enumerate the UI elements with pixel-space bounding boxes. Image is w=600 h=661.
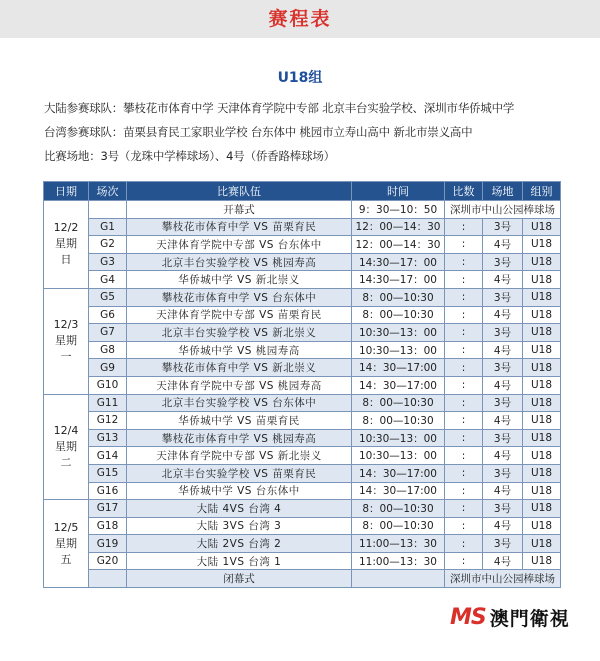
taiwan-teams-info: 台湾参赛球队：苗栗县育民工家职业学校 台东体中 桃园市立寿山高中 新北市崇义高中 — [44, 125, 473, 139]
header-teams: 比赛队伍 — [127, 182, 352, 201]
station-logo — [450, 602, 570, 632]
date-cell: 12/3 星期 一 — [44, 288, 89, 394]
group-cell: U18 — [523, 341, 561, 359]
time-cell: 14：30—17:00 — [352, 376, 445, 394]
group-cell: U18 — [523, 500, 561, 518]
match-cell: 攀枝花市体育中学 VS 桃园寿高 — [127, 429, 352, 447]
ceremony-label: 开幕式 — [127, 201, 352, 219]
game-cell: G4 — [89, 271, 127, 289]
group-cell: U18 — [523, 359, 561, 377]
time-cell: 10:30—13：00 — [352, 341, 445, 359]
date-cell: 12/2 星期 日 — [44, 201, 89, 289]
schedule-table — [43, 181, 561, 588]
field-cell: 3号 — [483, 429, 523, 447]
match-cell: 攀枝花市体育中学 VS 新北崇义 — [127, 359, 352, 377]
score-cell: : — [445, 394, 483, 412]
field-cell: 3号 — [483, 500, 523, 518]
game-cell: G20 — [89, 552, 127, 570]
group-cell: U18 — [523, 464, 561, 482]
date-cell: 12/4 星期 二 — [44, 394, 89, 500]
time-cell: 8：00—10:30 — [352, 412, 445, 430]
time-cell: 14：30—17:00 — [352, 482, 445, 500]
match-cell: 天津体育学院中专部 VS 苗栗育民 — [127, 306, 352, 324]
table-header-row — [44, 182, 561, 201]
score-cell: : — [445, 236, 483, 254]
score-cell: : — [445, 324, 483, 342]
table-row — [44, 341, 561, 359]
field-cell: 4号 — [483, 482, 523, 500]
score-cell: : — [445, 552, 483, 570]
table-row — [44, 271, 561, 289]
score-cell: : — [445, 218, 483, 236]
match-cell: 天津体育学院中专部 VS 桃园寿高 — [127, 376, 352, 394]
time-cell: 11:00—13：30 — [352, 535, 445, 553]
time-cell: 8：00—10:30 — [352, 500, 445, 518]
table-row — [44, 535, 561, 553]
score-cell: : — [445, 288, 483, 306]
game-cell: G3 — [89, 253, 127, 271]
group-cell: U18 — [523, 271, 561, 289]
ceremony-venue: 深圳市中山公园棒球场 — [445, 570, 561, 588]
game-cell: G10 — [89, 376, 127, 394]
group-cell: U18 — [523, 552, 561, 570]
page-title: 赛程表 — [268, 8, 332, 30]
field-cell: 4号 — [483, 447, 523, 465]
time-cell: 10:30—13：00 — [352, 324, 445, 342]
time-cell: 12：00—14：30 — [352, 236, 445, 254]
score-cell: : — [445, 482, 483, 500]
game-cell: G13 — [89, 429, 127, 447]
game-cell: G6 — [89, 306, 127, 324]
table-row — [44, 517, 561, 535]
table-row — [44, 288, 561, 306]
logo-text: 澳門衛視 — [489, 607, 570, 630]
game-cell: G16 — [89, 482, 127, 500]
table-row — [44, 429, 561, 447]
field-cell: 3号 — [483, 324, 523, 342]
score-cell: : — [445, 464, 483, 482]
group-cell: U18 — [523, 288, 561, 306]
field-cell: 3号 — [483, 394, 523, 412]
time-cell: 14:30—17：00 — [352, 271, 445, 289]
group-cell: U18 — [523, 447, 561, 465]
table-row — [44, 324, 561, 342]
mainland-teams-info: 大陆参赛球队：攀枝花市体育中学 天津体育学院中专部 北京丰台实验学校、深圳市华侨城中学 — [44, 101, 515, 115]
score-cell: : — [445, 429, 483, 447]
table-row — [44, 376, 561, 394]
date-cell: 12/5 星期 五 — [44, 500, 89, 588]
match-cell: 华侨城中学 VS 苗栗育民 — [127, 412, 352, 430]
field-cell: 3号 — [483, 359, 523, 377]
score-cell: : — [445, 306, 483, 324]
group-cell: U18 — [523, 535, 561, 553]
group-cell: U18 — [523, 412, 561, 430]
match-cell: 北京丰台实验学校 VS 苗栗育民 — [127, 464, 352, 482]
time-cell: 8：00—10:30 — [352, 306, 445, 324]
group-title: U18组 — [277, 70, 323, 86]
score-cell: : — [445, 253, 483, 271]
field-cell: 3号 — [483, 535, 523, 553]
game-cell: G18 — [89, 517, 127, 535]
score-cell: : — [445, 412, 483, 430]
time-cell: 10:30—13：00 — [352, 447, 445, 465]
game-cell — [89, 201, 127, 219]
header-time: 时间 — [352, 182, 445, 201]
table-row — [44, 218, 561, 236]
table-row — [44, 394, 561, 412]
group-cell: U18 — [523, 482, 561, 500]
time-cell: 14：30—17:00 — [352, 359, 445, 377]
score-cell: : — [445, 359, 483, 377]
score-cell: : — [445, 517, 483, 535]
header-group: 组别 — [523, 182, 561, 201]
table-row — [44, 306, 561, 324]
field-cell: 4号 — [483, 306, 523, 324]
field-cell: 3号 — [483, 288, 523, 306]
game-cell: G14 — [89, 447, 127, 465]
table-row — [44, 482, 561, 500]
field-cell: 4号 — [483, 341, 523, 359]
group-cell: U18 — [523, 517, 561, 535]
time-cell: 8：00—10:30 — [352, 517, 445, 535]
time-cell: 9：30—10：50 — [352, 201, 445, 219]
match-cell: 大陆 3VS 台湾 3 — [127, 517, 352, 535]
score-cell: : — [445, 271, 483, 289]
group-cell: U18 — [523, 236, 561, 254]
game-cell: G19 — [89, 535, 127, 553]
time-cell: 12：00—14：30 — [352, 218, 445, 236]
time-cell: 14：30—17:00 — [352, 464, 445, 482]
table-row — [44, 552, 561, 570]
match-cell: 北京丰台实验学校 VS 新北崇义 — [127, 324, 352, 342]
header-field: 场地 — [483, 182, 523, 201]
header-game: 场次 — [89, 182, 127, 201]
time-cell — [352, 570, 445, 588]
table-row — [44, 570, 561, 588]
field-cell: 4号 — [483, 412, 523, 430]
schedule-body — [44, 201, 561, 588]
ceremony-venue: 深圳市中山公园棒球场 — [445, 201, 561, 219]
game-cell: G2 — [89, 236, 127, 254]
match-cell: 大陆 1VS 台湾 1 — [127, 552, 352, 570]
field-cell: 4号 — [483, 517, 523, 535]
game-cell: G9 — [89, 359, 127, 377]
match-cell: 大陆 4VS 台湾 4 — [127, 500, 352, 518]
game-cell: G15 — [89, 464, 127, 482]
score-cell: : — [445, 447, 483, 465]
logo-mark — [450, 605, 486, 630]
time-cell: 14:30—17：00 — [352, 253, 445, 271]
table-row — [44, 500, 561, 518]
game-cell: G17 — [89, 500, 127, 518]
group-cell: U18 — [523, 218, 561, 236]
game-cell — [89, 570, 127, 588]
ceremony-label: 闭幕式 — [127, 570, 352, 588]
group-cell: U18 — [523, 376, 561, 394]
game-cell: G12 — [89, 412, 127, 430]
time-cell: 11:00—13：30 — [352, 552, 445, 570]
field-cell: 3号 — [483, 464, 523, 482]
table-row — [44, 412, 561, 430]
field-cell: 3号 — [483, 218, 523, 236]
group-cell: U18 — [523, 253, 561, 271]
field-cell: 4号 — [483, 376, 523, 394]
logo-mark-text: MS — [450, 604, 486, 630]
table-row — [44, 201, 561, 219]
table-row — [44, 359, 561, 377]
match-cell: 攀枝花市体育中学 VS 台东体中 — [127, 288, 352, 306]
score-cell: : — [445, 500, 483, 518]
match-cell: 攀枝花市体育中学 VS 苗栗育民 — [127, 218, 352, 236]
group-cell: U18 — [523, 306, 561, 324]
match-cell: 大陆 2VS 台湾 2 — [127, 535, 352, 553]
time-cell: 8：00—10:30 — [352, 288, 445, 306]
match-cell: 华侨城中学 VS 桃园寿高 — [127, 341, 352, 359]
group-cell: U18 — [523, 324, 561, 342]
game-cell: G5 — [89, 288, 127, 306]
header-date: 日期 — [44, 182, 89, 201]
match-cell: 华侨城中学 VS 新北崇义 — [127, 271, 352, 289]
table-row — [44, 236, 561, 254]
group-cell: U18 — [523, 394, 561, 412]
field-cell: 3号 — [483, 253, 523, 271]
match-cell: 天津体育学院中专部 VS 新北崇义 — [127, 447, 352, 465]
table-row — [44, 253, 561, 271]
table-row — [44, 464, 561, 482]
field-cell: 4号 — [483, 552, 523, 570]
score-cell: : — [445, 376, 483, 394]
header-score: 比数 — [445, 182, 483, 201]
game-cell: G7 — [89, 324, 127, 342]
game-cell: G11 — [89, 394, 127, 412]
game-cell: G1 — [89, 218, 127, 236]
field-cell: 4号 — [483, 271, 523, 289]
match-cell: 天津体育学院中专部 VS 台东体中 — [127, 236, 352, 254]
table-row — [44, 447, 561, 465]
venue-info: 比赛场地：3号（龙珠中学棒球场）、4号（侨香路棒球场） — [44, 149, 335, 163]
match-cell: 北京丰台实验学校 VS 台东体中 — [127, 394, 352, 412]
match-cell: 北京丰台实验学校 VS 桃园寿高 — [127, 253, 352, 271]
field-cell: 4号 — [483, 236, 523, 254]
time-cell: 10:30—13：00 — [352, 429, 445, 447]
group-cell: U18 — [523, 429, 561, 447]
score-cell: : — [445, 535, 483, 553]
game-cell: G8 — [89, 341, 127, 359]
time-cell: 8：00—10:30 — [352, 394, 445, 412]
match-cell: 华侨城中学 VS 台东体中 — [127, 482, 352, 500]
score-cell: : — [445, 341, 483, 359]
